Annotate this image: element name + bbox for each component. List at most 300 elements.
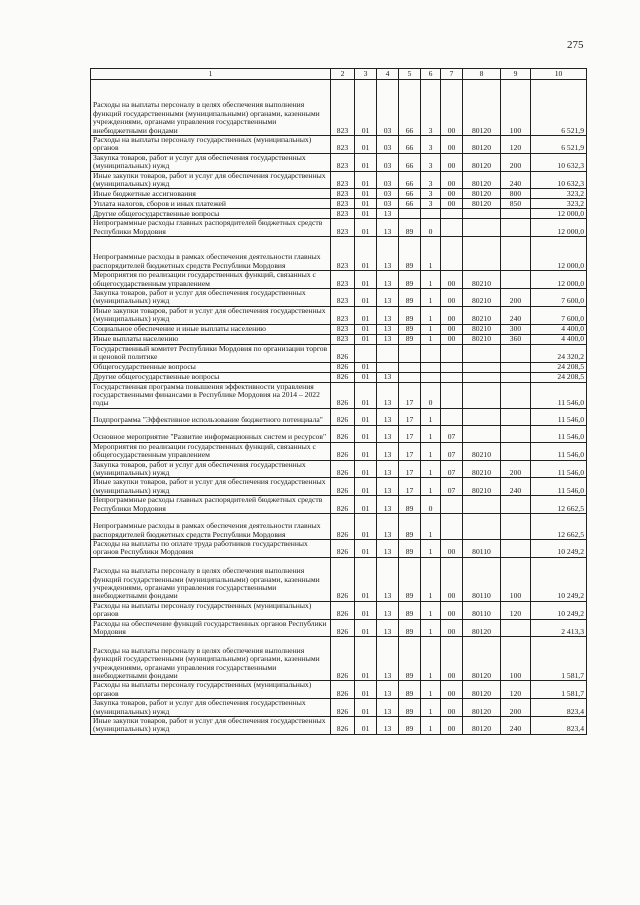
code-cell: 01 [355, 372, 377, 382]
code-cell: 89 [399, 237, 421, 271]
code-cell: 0 [421, 382, 441, 408]
code-cell: 00 [441, 171, 463, 189]
code-cell: 01 [355, 681, 377, 699]
code-cell: 826 [331, 601, 355, 619]
amount-cell: 12 662,5 [531, 496, 587, 514]
amount-cell: 4 400,0 [531, 324, 587, 334]
code-cell: 01 [355, 637, 377, 681]
code-cell: 01 [355, 699, 377, 717]
code-cell: 13 [377, 557, 399, 601]
expense-name-cell: Мероприятия по реализации государственных функций, связанных с общегосударственным управлением [91, 271, 331, 289]
code-cell: 80210 [463, 271, 501, 289]
amount-cell: 10 249,2 [531, 539, 587, 557]
code-cell: 89 [399, 219, 421, 237]
code-cell: 200 [501, 153, 531, 171]
code-cell: 89 [399, 637, 421, 681]
expense-name-cell: Социальное обеспечение и иные выплаты населению [91, 324, 331, 334]
code-cell: 13 [377, 637, 399, 681]
table-row [91, 442, 587, 460]
code-cell: 240 [501, 171, 531, 189]
code-cell: 17 [399, 408, 421, 425]
code-cell: 826 [331, 372, 355, 382]
table-row [91, 209, 587, 219]
header-cell: 5 [399, 69, 421, 80]
code-cell: 01 [355, 557, 377, 601]
header-cell: 8 [463, 69, 501, 80]
code-cell: 00 [441, 557, 463, 601]
code-cell: 826 [331, 408, 355, 425]
code-cell: 13 [377, 513, 399, 539]
code-cell: 826 [331, 344, 355, 362]
amount-cell: 10 249,2 [531, 601, 587, 619]
code-cell: 66 [399, 136, 421, 154]
code-cell [441, 513, 463, 539]
code-cell: 00 [441, 681, 463, 699]
amount-cell: 6 521,9 [531, 136, 587, 154]
code-cell: 3 [421, 171, 441, 189]
code-cell: 1 [421, 306, 441, 324]
amount-cell: 323,2 [531, 199, 587, 209]
code-cell [441, 219, 463, 237]
code-cell: 01 [355, 460, 377, 478]
code-cell [501, 271, 531, 289]
table-row [91, 306, 587, 324]
table-row [91, 324, 587, 334]
code-cell: 1 [421, 425, 441, 442]
code-cell [377, 344, 399, 362]
expense-name-cell: Расходы на выплаты персоналу государственных (муниципальных) органов [91, 601, 331, 619]
expense-name-cell: Уплата налогов, сборов и иных платежей [91, 199, 331, 209]
budget-table [90, 68, 587, 735]
header-cell: 9 [501, 69, 531, 80]
code-cell: 3 [421, 189, 441, 199]
code-cell: 00 [441, 80, 463, 136]
code-cell [501, 219, 531, 237]
code-cell: 13 [377, 681, 399, 699]
code-cell [441, 372, 463, 382]
code-cell: 13 [377, 717, 399, 735]
code-cell [441, 408, 463, 425]
table-row [91, 460, 587, 478]
code-cell [441, 362, 463, 372]
table-row [91, 408, 587, 425]
code-cell [501, 237, 531, 271]
code-cell: 13 [377, 539, 399, 557]
code-cell: 13 [377, 619, 399, 637]
amount-cell: 12 000,0 [531, 219, 587, 237]
code-cell: 13 [377, 442, 399, 460]
code-cell: 00 [441, 539, 463, 557]
code-cell: 01 [355, 334, 377, 344]
table-row [91, 681, 587, 699]
table-row [91, 637, 587, 681]
expense-name-cell: Общегосударственные вопросы [91, 362, 331, 372]
table-row [91, 171, 587, 189]
code-cell [501, 442, 531, 460]
code-cell: 13 [377, 478, 399, 496]
amount-cell: 10 249,2 [531, 557, 587, 601]
code-cell [463, 209, 501, 219]
code-cell: 17 [399, 460, 421, 478]
code-cell: 13 [377, 382, 399, 408]
table-row [91, 601, 587, 619]
table-row [91, 513, 587, 539]
code-cell: 89 [399, 334, 421, 344]
table-row [91, 699, 587, 717]
code-cell: 01 [355, 425, 377, 442]
code-cell: 120 [501, 681, 531, 699]
code-cell: 80120 [463, 637, 501, 681]
page-number: 275 [567, 39, 584, 51]
code-cell: 07 [441, 425, 463, 442]
expense-name-cell: Непрограммные расходы главных распорядителей бюджетных средств Республики Мордовия [91, 219, 331, 237]
code-cell: 823 [331, 171, 355, 189]
code-cell: 13 [377, 219, 399, 237]
code-cell: 3 [421, 136, 441, 154]
code-cell: 826 [331, 442, 355, 460]
code-cell: 826 [331, 478, 355, 496]
code-cell: 01 [355, 271, 377, 289]
expense-name-cell: Закупка товаров, работ и услуг для обеспечения государственных (муниципальных) нужд [91, 699, 331, 717]
code-cell: 80110 [463, 557, 501, 601]
code-cell: 80120 [463, 80, 501, 136]
amount-cell: 24 208,5 [531, 362, 587, 372]
table-row [91, 219, 587, 237]
code-cell: 00 [441, 306, 463, 324]
code-cell: 240 [501, 306, 531, 324]
code-cell: 200 [501, 699, 531, 717]
code-cell: 80210 [463, 324, 501, 334]
amount-cell: 4 400,0 [531, 334, 587, 344]
code-cell: 1 [421, 334, 441, 344]
amount-cell: 12 000,0 [531, 237, 587, 271]
code-cell: 13 [377, 324, 399, 334]
code-cell: 80210 [463, 442, 501, 460]
expense-name-cell: Иные выплаты населению [91, 334, 331, 344]
code-cell: 240 [501, 478, 531, 496]
code-cell: 826 [331, 717, 355, 735]
code-cell: 00 [441, 324, 463, 334]
code-cell: 17 [399, 442, 421, 460]
table-row [91, 557, 587, 601]
expense-name-cell: Иные закупки товаров, работ и услуг для обеспечения государственных (муниципальных) нужд [91, 717, 331, 735]
code-cell [463, 408, 501, 425]
code-cell: 66 [399, 171, 421, 189]
code-cell: 00 [441, 334, 463, 344]
code-cell: 823 [331, 136, 355, 154]
header-cell: 3 [355, 69, 377, 80]
code-cell: 07 [441, 460, 463, 478]
code-cell: 80120 [463, 136, 501, 154]
code-cell [501, 362, 531, 372]
code-cell: 826 [331, 496, 355, 514]
expense-name-cell: Расходы на выплаты персоналу государственных (муниципальных) органов [91, 681, 331, 699]
code-cell: 03 [377, 199, 399, 209]
code-cell [463, 344, 501, 362]
code-cell: 1 [421, 513, 441, 539]
expense-name-cell: Государственный комитет Республики Мордовия по организации торгов и ценовой политике [91, 344, 331, 362]
code-cell: 826 [331, 619, 355, 637]
code-cell: 800 [501, 189, 531, 199]
code-cell: 13 [377, 408, 399, 425]
code-cell: 01 [355, 306, 377, 324]
expense-name-cell: Иные закупки товаров, работ и услуг для обеспечения государственных (муниципальных) нужд [91, 306, 331, 324]
code-cell [463, 219, 501, 237]
code-cell: 01 [355, 136, 377, 154]
code-cell: 00 [441, 601, 463, 619]
code-cell: 1 [421, 324, 441, 334]
code-cell: 13 [377, 209, 399, 219]
code-cell: 826 [331, 382, 355, 408]
code-cell: 00 [441, 199, 463, 209]
code-cell: 300 [501, 324, 531, 334]
amount-cell: 12 000,0 [531, 209, 587, 219]
code-cell: 1 [421, 699, 441, 717]
amount-cell: 24 208,5 [531, 372, 587, 382]
code-cell: 00 [441, 699, 463, 717]
amount-cell: 12 000,0 [531, 271, 587, 289]
code-cell: 80120 [463, 619, 501, 637]
code-cell: 07 [441, 442, 463, 460]
table-row [91, 136, 587, 154]
header-row [91, 69, 587, 80]
code-cell: 823 [331, 189, 355, 199]
code-cell: 13 [377, 601, 399, 619]
code-cell: 80110 [463, 601, 501, 619]
expense-name-cell: Непрограммные расходы в рамках обеспечения деятельности главных распорядителей бюджетных средств Республики Мордовия [91, 513, 331, 539]
code-cell: 120 [501, 136, 531, 154]
amount-cell: 11 546,0 [531, 442, 587, 460]
code-cell: 89 [399, 271, 421, 289]
code-cell [399, 362, 421, 372]
code-cell [501, 539, 531, 557]
expense-name-cell: Расходы на выплаты персоналу в целях обеспечения выполнения функций государственными (муниципальными) органами, казенными учреждениями, органами управления государственными внебюджетными фондами [91, 637, 331, 681]
code-cell: 80210 [463, 334, 501, 344]
code-cell [355, 344, 377, 362]
code-cell: 07 [441, 478, 463, 496]
expense-name-cell: Расходы на выплаты по оплате труда работников государственных органов Республики Мордовия [91, 539, 331, 557]
code-cell: 03 [377, 80, 399, 136]
code-cell: 89 [399, 289, 421, 307]
code-cell: 826 [331, 460, 355, 478]
code-cell: 80120 [463, 153, 501, 171]
expense-name-cell: Государственная программа повышения эффективности управления государственными финансами в Республике Мордовия на 2014 – 2022 годы [91, 382, 331, 408]
table-row [91, 199, 587, 209]
code-cell: 89 [399, 306, 421, 324]
code-cell: 01 [355, 289, 377, 307]
expense-name-cell: Другие общегосударственные вопросы [91, 372, 331, 382]
code-cell [501, 496, 531, 514]
code-cell [441, 496, 463, 514]
code-cell: 01 [355, 442, 377, 460]
code-cell [399, 209, 421, 219]
code-cell: 826 [331, 362, 355, 372]
code-cell: 823 [331, 237, 355, 271]
code-cell [463, 237, 501, 271]
code-cell: 01 [355, 324, 377, 334]
code-cell: 3 [421, 153, 441, 171]
code-cell: 826 [331, 557, 355, 601]
code-cell: 13 [377, 460, 399, 478]
code-cell: 89 [399, 513, 421, 539]
code-cell: 66 [399, 189, 421, 199]
header-cell: 2 [331, 69, 355, 80]
code-cell [501, 382, 531, 408]
code-cell: 826 [331, 699, 355, 717]
table-row [91, 153, 587, 171]
code-cell: 01 [355, 513, 377, 539]
code-cell: 01 [355, 362, 377, 372]
code-cell: 13 [377, 496, 399, 514]
code-cell: 1 [421, 539, 441, 557]
code-cell: 13 [377, 334, 399, 344]
expense-name-cell: Расходы на выплаты персоналу в целях обеспечения выполнения функций государственными (муниципальными) органами, казенными учреждениями, органами управления государственными внебюджетными фондами [91, 557, 331, 601]
code-cell: 89 [399, 681, 421, 699]
code-cell: 01 [355, 717, 377, 735]
table-row [91, 362, 587, 372]
amount-cell: 11 546,0 [531, 425, 587, 442]
table-row [91, 237, 587, 271]
code-cell: 89 [399, 496, 421, 514]
code-cell [501, 344, 531, 362]
code-cell: 66 [399, 80, 421, 136]
code-cell [441, 209, 463, 219]
amount-cell: 7 600,0 [531, 306, 587, 324]
code-cell: 120 [501, 601, 531, 619]
code-cell: 80120 [463, 681, 501, 699]
code-cell: 66 [399, 199, 421, 209]
code-cell: 01 [355, 496, 377, 514]
code-cell: 01 [355, 209, 377, 219]
amount-cell: 823,4 [531, 699, 587, 717]
code-cell: 80210 [463, 289, 501, 307]
code-cell: 823 [331, 209, 355, 219]
table-row [91, 334, 587, 344]
code-cell: 13 [377, 237, 399, 271]
code-cell [463, 496, 501, 514]
code-cell: 1 [421, 460, 441, 478]
code-cell: 00 [441, 289, 463, 307]
code-cell: 03 [377, 171, 399, 189]
code-cell [463, 513, 501, 539]
code-cell: 823 [331, 80, 355, 136]
code-cell: 89 [399, 717, 421, 735]
code-cell: 1 [421, 717, 441, 735]
code-cell [441, 382, 463, 408]
code-cell: 01 [355, 199, 377, 209]
code-cell [501, 209, 531, 219]
expense-name-cell: Другие общегосударственные вопросы [91, 209, 331, 219]
code-cell: 01 [355, 219, 377, 237]
amount-cell: 823,4 [531, 717, 587, 735]
code-cell: 360 [501, 334, 531, 344]
code-cell: 13 [377, 425, 399, 442]
table-row [91, 372, 587, 382]
table-row [91, 189, 587, 199]
expense-name-cell: Расходы на выплаты персоналу в целях обеспечения выполнения функций государственными (муниципальными) органами, казенными учреждениями, органами управления государственными внебюджетными фондами [91, 80, 331, 136]
code-cell: 1 [421, 619, 441, 637]
code-cell: 823 [331, 271, 355, 289]
code-cell: 200 [501, 289, 531, 307]
table-row [91, 344, 587, 362]
code-cell [399, 372, 421, 382]
code-cell: 01 [355, 189, 377, 199]
code-cell: 100 [501, 557, 531, 601]
code-cell: 13 [377, 289, 399, 307]
expense-name-cell: Непрограммные расходы главных распорядителей бюджетных средств Республики Мордовия [91, 496, 331, 514]
code-cell: 80120 [463, 199, 501, 209]
code-cell: 1 [421, 237, 441, 271]
expense-name-cell: Закупка товаров, работ и услуг для обеспечения государственных (муниципальных) нужд [91, 460, 331, 478]
expense-name-cell: Расходы на выплаты персоналу государственных (муниципальных) органов [91, 136, 331, 154]
amount-cell: 11 546,0 [531, 382, 587, 408]
amount-cell: 11 546,0 [531, 460, 587, 478]
expense-name-cell: Иные бюджетные ассигнования [91, 189, 331, 199]
code-cell [501, 408, 531, 425]
code-cell: 3 [421, 80, 441, 136]
code-cell: 00 [441, 717, 463, 735]
code-cell: 66 [399, 153, 421, 171]
code-cell: 1 [421, 442, 441, 460]
header-cell: 1 [91, 69, 331, 80]
expense-name-cell: Подпрограмма "Эффективное использование бюджетного потенциала" [91, 408, 331, 425]
expense-name-cell: Мероприятия по реализации государственных функций, связанных с общегосударственным управлением [91, 442, 331, 460]
code-cell: 89 [399, 539, 421, 557]
code-cell: 01 [355, 382, 377, 408]
code-cell: 89 [399, 324, 421, 334]
code-cell: 89 [399, 619, 421, 637]
code-cell: 80120 [463, 189, 501, 199]
code-cell: 3 [421, 199, 441, 209]
code-cell: 89 [399, 601, 421, 619]
code-cell: 00 [441, 189, 463, 199]
code-cell: 01 [355, 153, 377, 171]
amount-cell: 11 546,0 [531, 478, 587, 496]
code-cell: 826 [331, 513, 355, 539]
code-cell: 823 [331, 289, 355, 307]
code-cell: 13 [377, 699, 399, 717]
amount-cell: 24 320,2 [531, 344, 587, 362]
code-cell: 80120 [463, 171, 501, 189]
code-cell: 80210 [463, 478, 501, 496]
code-cell: 1 [421, 478, 441, 496]
code-cell [377, 362, 399, 372]
code-cell: 80110 [463, 539, 501, 557]
code-cell: 100 [501, 80, 531, 136]
code-cell: 00 [441, 136, 463, 154]
table-row [91, 478, 587, 496]
code-cell [501, 425, 531, 442]
code-cell: 1 [421, 637, 441, 681]
code-cell: 89 [399, 557, 421, 601]
code-cell: 03 [377, 153, 399, 171]
code-cell [441, 344, 463, 362]
table-row [91, 271, 587, 289]
table-row [91, 382, 587, 408]
code-cell [463, 382, 501, 408]
amount-cell: 323,2 [531, 189, 587, 199]
code-cell [501, 619, 531, 637]
code-cell: 826 [331, 539, 355, 557]
code-cell: 01 [355, 80, 377, 136]
code-cell: 13 [377, 372, 399, 382]
code-cell [421, 362, 441, 372]
code-cell: 01 [355, 237, 377, 271]
expense-name-cell: Расходы на обеспечение функций государственных органов Республики Мордовия [91, 619, 331, 637]
code-cell [421, 344, 441, 362]
code-cell: 823 [331, 199, 355, 209]
table-row [91, 425, 587, 442]
